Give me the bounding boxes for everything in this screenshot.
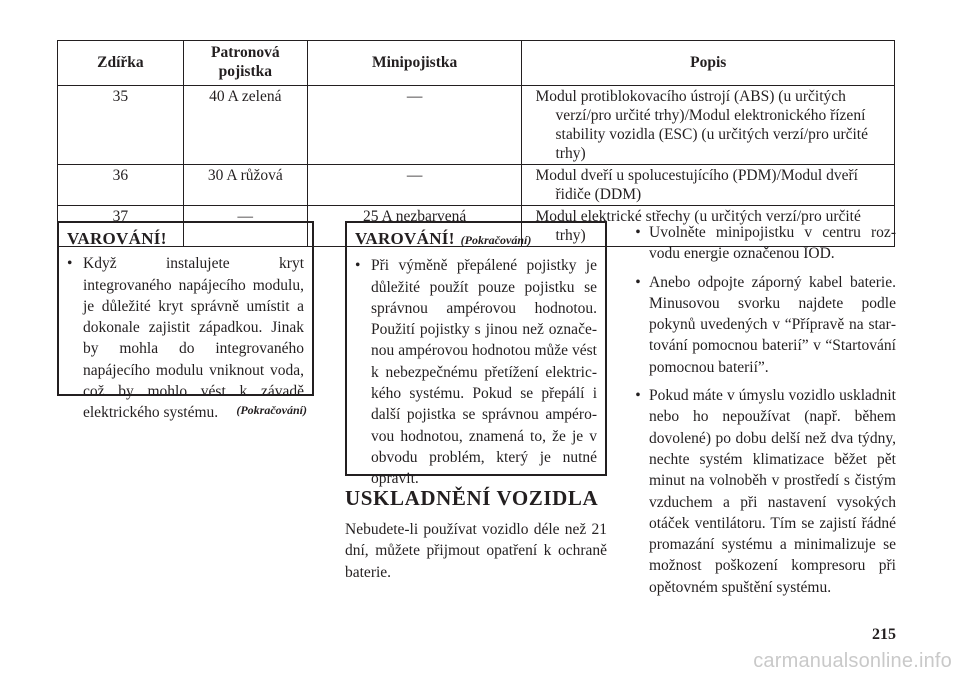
bullet-icon: •: [635, 387, 641, 405]
section-paragraph: Nebudete-li používat vozidlo déle než 21 dní, můžete přijmout opatření k ochraně baterie.: [345, 521, 607, 581]
cell-cartridge: —: [183, 206, 307, 247]
warning-list: [67, 253, 304, 423]
header-description: Popis: [522, 41, 895, 86]
table-header-row: [58, 41, 895, 86]
list-item-text: Pokud máte v úmyslu vozidlo uskladnit nebo ho nepoužívat (např. během dovolené) po dobu delší než dva týdny, nechte systém klimatizace běžet pět minut na volnoběh v prostředí s čistým vzduchem a při nastavení vysokých otáček ventilátoru. Tím se zajistí řádné promazání systému a minimalizuje se možnost poškození kompresoru při opětovném spuštění systému.: [649, 387, 896, 596]
cell-description-text: Modul elektrické střechy (u určitých verzí/pro určité trhy): [535, 208, 861, 244]
header-cartridge-line2: pojistka: [218, 63, 272, 80]
table-row: [58, 165, 895, 206]
warning-bullet-text: Při výměně přepálené pojistky je důležité použít pouze pojistku se správnou ampérovou hodnotou. Použití pojistky s jinou než označenou ampérovou hodnotou může vést k nebezpečnému přetížení elektrického systému. Pokud se přepálí i další pojistka se správnou ampérovou hodnotou, znamená to, že je v obvodu problém, který je nutné opravit.: [371, 257, 597, 488]
warning-title: VAROVÁNÍ!: [67, 229, 167, 248]
bullet-icon: •: [635, 224, 641, 241]
bullet-icon: •: [67, 255, 73, 273]
cell-description-text: Modul dveří u spolucestujícího (PDM)/Modul dveří řidiče (DDM): [535, 167, 858, 203]
fuse-table: [57, 40, 895, 247]
bullet-icon: •: [355, 257, 361, 275]
table-row: [58, 86, 895, 165]
warning-bullet: [355, 255, 597, 489]
storage-instructions-list: [627, 222, 896, 605]
header-slot: Zdířka: [58, 41, 184, 86]
cell-minifuse: —: [307, 165, 522, 206]
cell-slot: 37: [58, 206, 184, 247]
warning-box-fuse: [345, 221, 607, 488]
page-number: 215: [872, 626, 896, 643]
warning-bullet-text: Když instalujete kryt integrovaného napájecího modulu, je důležité kryt správně umístit a dokonale zajistit západkou. Jinak by mohla do integrovaného napájecího modulu vniknout voda, což by mohlo vést k závadě elektrického systému.: [83, 255, 304, 422]
list-item: [627, 385, 896, 598]
header-cartridge-line1: Patronová: [210, 44, 280, 61]
header-minifuse: Minipojistka: [307, 41, 522, 86]
cell-cartridge: 40 A zelená: [183, 86, 307, 165]
cell-cartridge: 30 A růžová: [183, 165, 307, 206]
list-item-text: Uvolněte minipojistku v centru rozvodu energie označenou IOD.: [649, 224, 896, 263]
list-item: [627, 222, 896, 265]
warning-list: [355, 255, 597, 489]
header-cartridge: [183, 41, 307, 86]
continued-note: (Pokračování): [236, 403, 307, 417]
cell-description: [522, 86, 895, 165]
cell-slot: 35: [58, 86, 184, 165]
cell-minifuse: —: [307, 86, 522, 165]
cell-description-text: Modul protiblokovacího ústrojí (ABS) (u určitých verzí/pro určité trhy)/Modul elektronického řízení stability vozidla (ESC) (u určitých verzí/pro určité trhy): [535, 88, 868, 162]
warning-title: [355, 228, 597, 251]
warning-continued-label: (Pokračování): [460, 233, 532, 247]
bullet-icon: •: [635, 273, 641, 291]
watermark: carmanualsonline.info: [753, 650, 952, 672]
cell-minifuse: 25 A nezbarvená: [307, 206, 522, 247]
warning-title-text: VAROVÁNÍ!: [355, 229, 455, 248]
list-item-text: Anebo odpojte záporný kabel baterie. Minusovou svorku najdete podle pokynů uvedených v “Přípravě na startování pomocnou baterií” v “Startování pomocnou baterií”.: [649, 273, 896, 376]
warning-bullet: [67, 253, 304, 423]
section-heading: USKLADNĚNÍ VOZIDLA: [345, 486, 599, 510]
cell-description: [522, 165, 895, 206]
cell-slot: 36: [58, 165, 184, 206]
list-item: [627, 272, 896, 378]
